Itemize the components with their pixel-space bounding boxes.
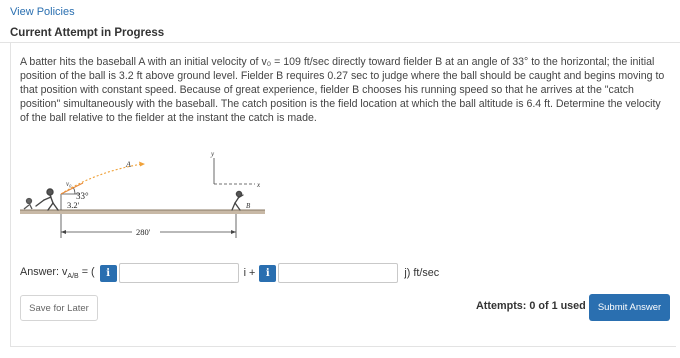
save-for-later-button[interactable]: Save for Later: [20, 295, 98, 321]
answer-subscript: A/B: [67, 273, 79, 281]
catcher-figure: [24, 199, 32, 210]
velocity-arrowhead: [139, 162, 145, 167]
problem-statement: A batter hits the baseball A with an initial velocity of v₀ = 109 ft/sec directly toward fielder B at an angle of 33° to the horizontal; the initial position of the ball is 3.2 ft above ground level. Fielder B requires 0.27 sec to judge where the ball should be caught and begins moving to that position with constant speed. Because of great experience, fielder B chooses his running speed so that he arrives at the "catch position" simultaneously with the baseball. The catch position is the field location at which the ball altitude is 6.4 ft. Determine the velocity of the ball relative to the fielder at the instant the catch is made.: [20, 56, 665, 124]
v0-label: v₀: [66, 180, 72, 188]
units-label: j) ft/sec: [404, 267, 440, 279]
i-plus-label: i +: [243, 267, 256, 279]
i-component-input[interactable]: [119, 263, 239, 283]
attempt-status-title: Current Attempt in Progress: [10, 27, 165, 39]
height-label: 3.2': [67, 200, 80, 210]
x-axis-label: x: [257, 181, 261, 189]
ground-strip: [20, 210, 265, 214]
fielder-label: B: [246, 202, 251, 210]
submit-answer-button[interactable]: Submit Answer: [589, 294, 670, 321]
info-icon-j-component[interactable]: i: [259, 265, 276, 282]
attempts-counter: Attempts: 0 of 1 used: [476, 300, 586, 312]
answer-row: [20, 262, 439, 284]
distance-arrow-right: [231, 230, 236, 234]
y-axis-label: y: [211, 150, 215, 158]
view-policies-link[interactable]: View Policies: [10, 6, 75, 18]
distance-label: 280': [136, 227, 151, 237]
fielder-figure: [232, 191, 243, 210]
problem-figure: [20, 150, 270, 242]
ball-label: A: [126, 160, 131, 169]
answer-label: Answer: $v_{A/B}$ = (: [20, 265, 95, 281]
batter-figure: [36, 189, 58, 210]
info-icon-i-component[interactable]: i: [100, 265, 117, 282]
angle-label: 33°: [76, 191, 89, 201]
distance-arrow-left: [61, 230, 66, 234]
j-component-input[interactable]: [278, 263, 398, 283]
